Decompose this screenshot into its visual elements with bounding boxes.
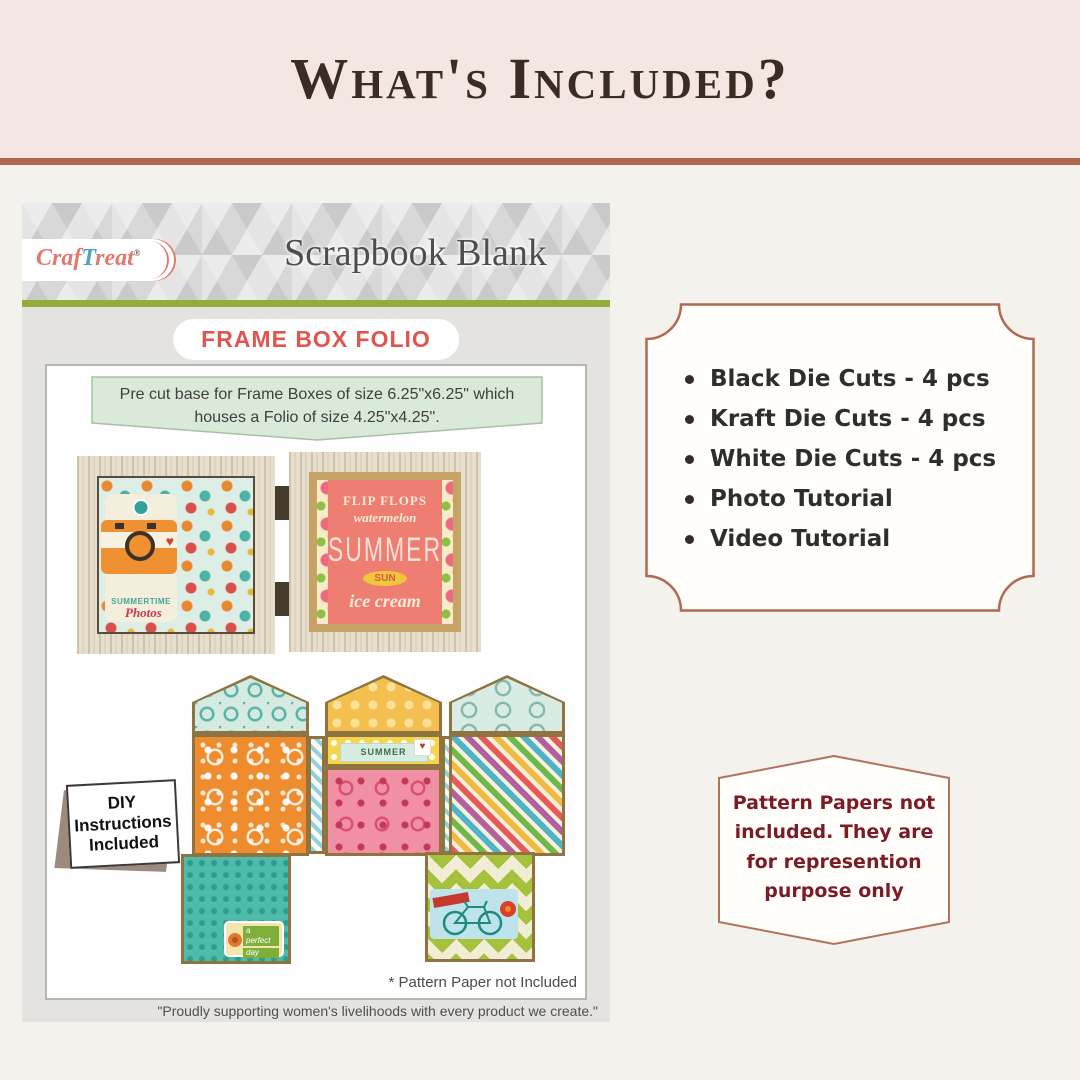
bicycle-icon (430, 889, 518, 939)
summer-tag-sticker: SUMMER (340, 743, 428, 762)
list-item: Video Tutorial (685, 519, 996, 559)
folio-panel-chevron (425, 852, 535, 962)
note-text: Pattern Papers not included. They are for represention purpose only (732, 792, 936, 903)
list-item: Photo Tutorial (685, 479, 996, 519)
folio-panel-pink (325, 767, 442, 856)
product-name-badge: FRAME BOX FOLIO (173, 319, 459, 360)
tag-hole (133, 499, 150, 516)
page-title: What's Included? (290, 46, 790, 111)
folio-panel-teal (181, 854, 291, 964)
bicycle-sticker (430, 889, 518, 939)
folio-panel-orange (192, 734, 309, 856)
camera-tag (105, 494, 177, 622)
product-banner (22, 203, 610, 300)
summer-print: FLIP FLOPS watermelon SUMMER SUN ice cream (328, 480, 442, 624)
folio-tab-left (308, 736, 325, 854)
frame-hinge-top (275, 486, 289, 520)
page-header (0, 0, 1080, 158)
bullet-icon (685, 415, 694, 424)
summertime-label: SUMMERTIME (111, 597, 171, 606)
frame-hinge-bottom (275, 582, 289, 616)
camera-icon (101, 520, 177, 574)
floral-strip-right (442, 480, 453, 624)
bullet-icon (685, 535, 694, 544)
header-divider (0, 158, 1080, 165)
floral-strip-left (317, 480, 328, 624)
folio-flap-1 (192, 675, 309, 734)
folio-pocket-top (325, 734, 442, 767)
note-box (718, 755, 950, 945)
product-description: Pre cut base for Frame Boxes of size 6.25"x6.25" which houses a Folio of size 4.25"x4.25". (119, 386, 515, 427)
heart-sticker: ♥ (414, 739, 431, 756)
frame-photo-right (289, 452, 481, 652)
heart-icon: ♥ (165, 533, 174, 549)
bullet-icon (685, 375, 694, 384)
frame-photo-left (77, 456, 275, 654)
list-item: Black Die Cuts - 4 pcs (685, 359, 996, 399)
pattern-paper-footnote: * Pattern Paper not Included (388, 974, 577, 991)
folio-flap-3 (449, 675, 565, 734)
folio-panel-stripes (449, 734, 565, 856)
perfect-day-sticker: a perfect day (224, 921, 284, 957)
frame-left-pattern (97, 476, 255, 634)
green-stripe (22, 300, 610, 307)
craftreat-logo (22, 239, 174, 281)
registered-mark: ® (133, 248, 141, 258)
bullet-icon (685, 455, 694, 464)
description-ribbon (91, 376, 543, 442)
includes-box (645, 303, 1035, 612)
product-image (22, 203, 610, 1022)
includes-list (685, 359, 996, 559)
product-content-box (45, 364, 587, 1000)
craftreat-logo-text: CrafTreat® (36, 245, 141, 271)
diy-label: DIY Instructions Included (59, 782, 177, 874)
list-item: White Die Cuts - 4 pcs (685, 439, 996, 479)
camera-lens (125, 531, 155, 561)
photos-label: Photos (125, 605, 162, 620)
folio-flap-2 (325, 675, 442, 734)
list-item: Kraft Die Cuts - 4 pcs (685, 399, 996, 439)
bullet-icon (685, 495, 694, 504)
product-line-title: Scrapbook Blank (284, 232, 547, 274)
brand-tagline: "Proudly supporting women's livelihoods with every product we create." (157, 1003, 598, 1019)
